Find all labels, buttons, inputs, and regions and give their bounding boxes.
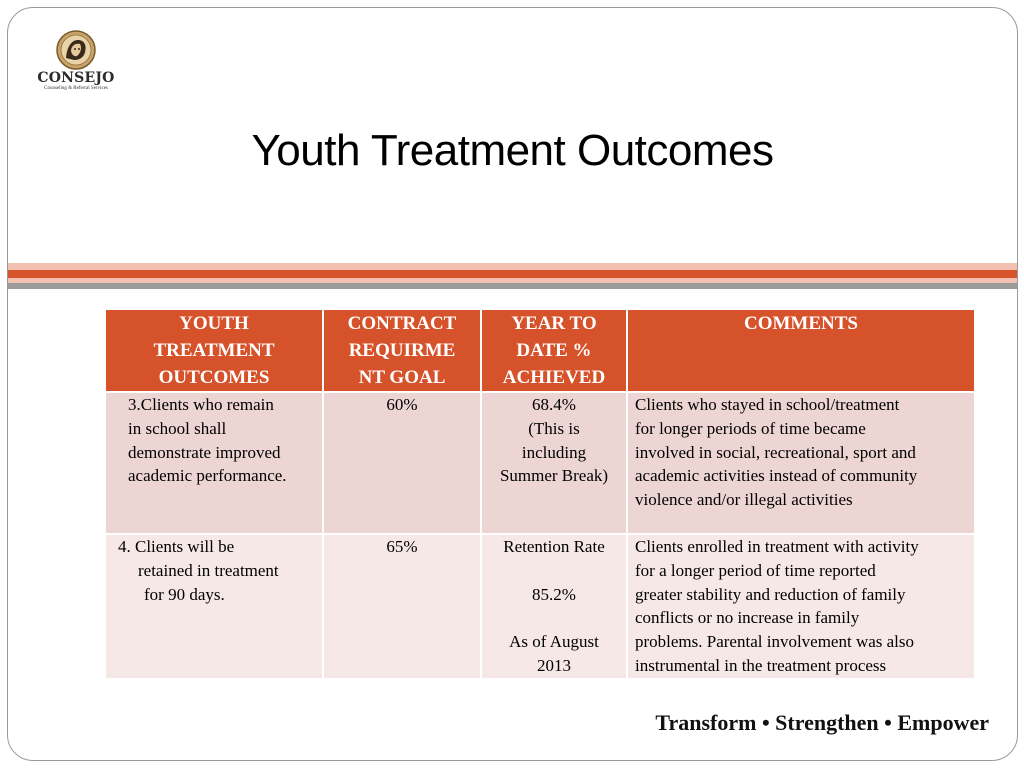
- divider-stripes: [8, 263, 1017, 289]
- consejo-logo-icon: [54, 30, 98, 70]
- table-header-row: [105, 309, 975, 392]
- header-comments: COMMENTS: [627, 309, 975, 392]
- goal-cell: 60%: [323, 392, 481, 534]
- goal-cell: 65%: [323, 534, 481, 679]
- logo: [26, 30, 126, 102]
- achieved-cell: Retention Rate 85.2% As of August 2013: [481, 534, 627, 679]
- outcome-cell: 3.Clients who remain in school shall demonstrate improved academic performance.: [105, 392, 323, 534]
- header-goal: CONTRACT REQUIRME NT GOAL: [323, 309, 481, 392]
- outcomes-table: [104, 308, 976, 680]
- table-row: [105, 534, 975, 679]
- header-achieved: YEAR TO DATE % ACHIEVED: [481, 309, 627, 392]
- comment-cell: Clients who stayed in school/treatment for longer periods of time became involved in social, recreational, sport and academic activities instead of community violence and/or illegal activities: [627, 392, 975, 534]
- slide-title: Youth Treatment Outcomes: [251, 126, 774, 175]
- header-outcomes: YOUTH TREATMENT OUTCOMES: [105, 309, 323, 392]
- stripe-light: [8, 263, 1017, 270]
- achieved-cell: 68.4% (This is including Summer Break): [481, 392, 627, 534]
- slide: [7, 7, 1018, 761]
- logo-name: CONSEJO: [37, 70, 115, 86]
- table-row: [105, 392, 975, 534]
- stripe-gray: [8, 283, 1017, 289]
- comment-cell: Clients enrolled in treatment with activity for a longer period of time reported greater stability and reduction of family conflicts or no increase in family problems. Parental involvement was also instrumental in the treatment process: [627, 534, 975, 679]
- logo-tagline: Counseling & Referral Services: [44, 86, 108, 91]
- footer-tagline: Transform • Strengthen • Empower: [655, 710, 989, 735]
- stripe-accent: [8, 270, 1017, 278]
- outcome-cell: 4. Clients will be retained in treatment for 90 days.: [105, 534, 323, 679]
